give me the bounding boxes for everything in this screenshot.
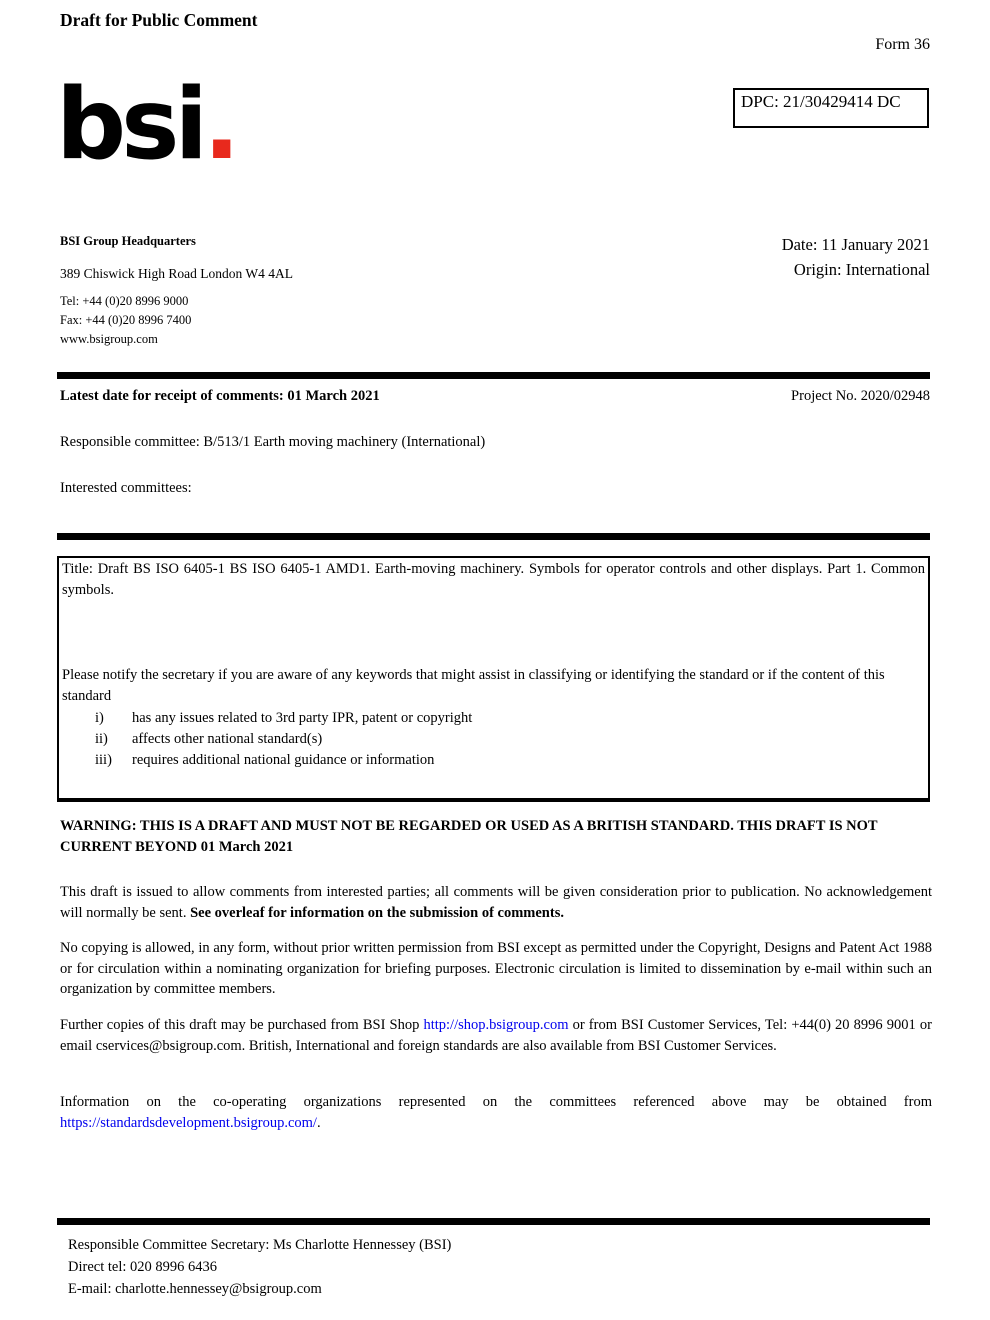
latest-date-label: Latest date for receipt of comments: 01 March 2021: [60, 388, 380, 404]
cooperating-orgs-paragraph: [60, 1092, 932, 1133]
see-overleaf-bold-text: See overleaf for information on the submission of comments.: [190, 904, 564, 921]
title-box: [57, 556, 930, 802]
horizontal-rule-top: [57, 372, 930, 379]
standard-title: Title: Draft BS ISO 6405-1 BS ISO 6405-1 AMD1. Earth-moving machinery. Symbols for operator controls and other displays. Part 1. Common symbols.: [62, 561, 925, 599]
list-item-text: affects other national standard(s): [132, 731, 323, 748]
dpc-number-box: [733, 88, 929, 128]
bsi-shop-link[interactable]: http://shop.bsigroup.com: [423, 1017, 569, 1033]
copyright-paragraph: No copying is allowed, in any form, without prior written permission from BSI except as permitted under the Copyright, Designs and Patent Act 1988 or for circulation within a nominating organization for briefing purposes. Electronic circulation is limited to dissemination by e-mail within such an organization by committee members.: [60, 940, 932, 998]
secretary-tel-line: Direct tel: 020 8996 6436: [68, 1259, 218, 1276]
interested-committees-line: Interested committees:: [60, 480, 192, 496]
horizontal-rule-footer: [57, 1218, 930, 1225]
comments-paragraph-text: This draft is issued to allow comments from interested parties; all comments will be given consideration prior to publication. No acknowledgement will normally be sent.: [60, 884, 932, 921]
customer-services-text: or from BSI Customer Services, Tel: +44(0) 20 8996 9001 or email cservices@bsigroup.com. British, International and foreign standards are also available from BSI Customer Services.: [60, 1017, 933, 1054]
secretary-email-line: E-mail: charlotte.hennessey@bsigroup.com: [68, 1281, 322, 1298]
hq-title: BSI Group Headquarters: [60, 234, 196, 248]
hq-website: www.bsigroup.com: [60, 332, 158, 347]
committee-secretary-block: [68, 1235, 451, 1301]
keywords-list: [62, 708, 925, 771]
bsi-logo: [56, 68, 241, 182]
keywords-notify-text: Please notify the secretary if you are aware of any keywords that might assist in classifying or identifying the standard or if the content of this standard: [62, 667, 885, 705]
project-number: Project No. 2020/02948: [791, 388, 930, 404]
list-item-text: has any issues related to 3rd party IPR, patent or copyright: [132, 710, 473, 727]
document-date: Date: 11 January 2021: [781, 235, 930, 254]
horizontal-rule-middle: [57, 533, 930, 540]
list-item-number: i): [95, 710, 104, 727]
cooperating-orgs-period: .: [316, 1114, 321, 1131]
headquarters-block: [60, 233, 293, 351]
form-number: Form 36: [875, 36, 930, 53]
cooperating-orgs-text: Information on the co-operating organizations represented on the committees referenced above may be obtained from: [60, 1094, 932, 1110]
draft-warning-text: WARNING: THIS IS A DRAFT AND MUST NOT BE REGARDED OR USED AS A BRITISH STANDARD. THIS DRAFT IS NOT CURRENT BEYOND 01 March 2021: [60, 818, 878, 855]
hq-tel: Tel: +44 (0)20 8996 9000: [60, 293, 189, 308]
list-item-number: iii): [95, 752, 112, 769]
comments-deadline-row: [60, 388, 930, 405]
list-item: [62, 729, 925, 750]
hq-fax: Fax: +44 (0)20 8996 7400: [60, 313, 192, 328]
list-item: [62, 750, 925, 771]
hq-address: 389 Chiswick High Road London W4 4AL: [60, 266, 293, 282]
standards-development-link[interactable]: https://standardsdevelopment.bsigroup.com/: [60, 1114, 317, 1131]
draft-for-public-comment-heading: Draft for Public Comment: [60, 10, 258, 30]
further-copies-paragraph: [60, 1015, 932, 1056]
list-item-number: ii): [95, 731, 108, 748]
document-origin: Origin: International: [793, 259, 930, 279]
date-origin-block: [782, 233, 930, 283]
further-copies-text: Further copies of this draft may be purchased from BSI Shop: [60, 1017, 424, 1033]
responsible-committee-line: Responsible committee: B/513/1 Earth moving machinery (International): [60, 434, 486, 450]
list-item-text: requires additional national guidance or information: [132, 752, 435, 769]
bsi-logo-text: bsi: [56, 68, 204, 182]
comments-paragraph: [60, 882, 932, 923]
dpc-number: DPC: 21/30429414 DC: [741, 92, 901, 111]
bsi-logo-red-dot: .: [203, 68, 241, 182]
list-item: [62, 708, 925, 729]
secretary-name-line: Responsible Committee Secretary: Ms Charlotte Hennessey (BSI): [68, 1237, 452, 1253]
